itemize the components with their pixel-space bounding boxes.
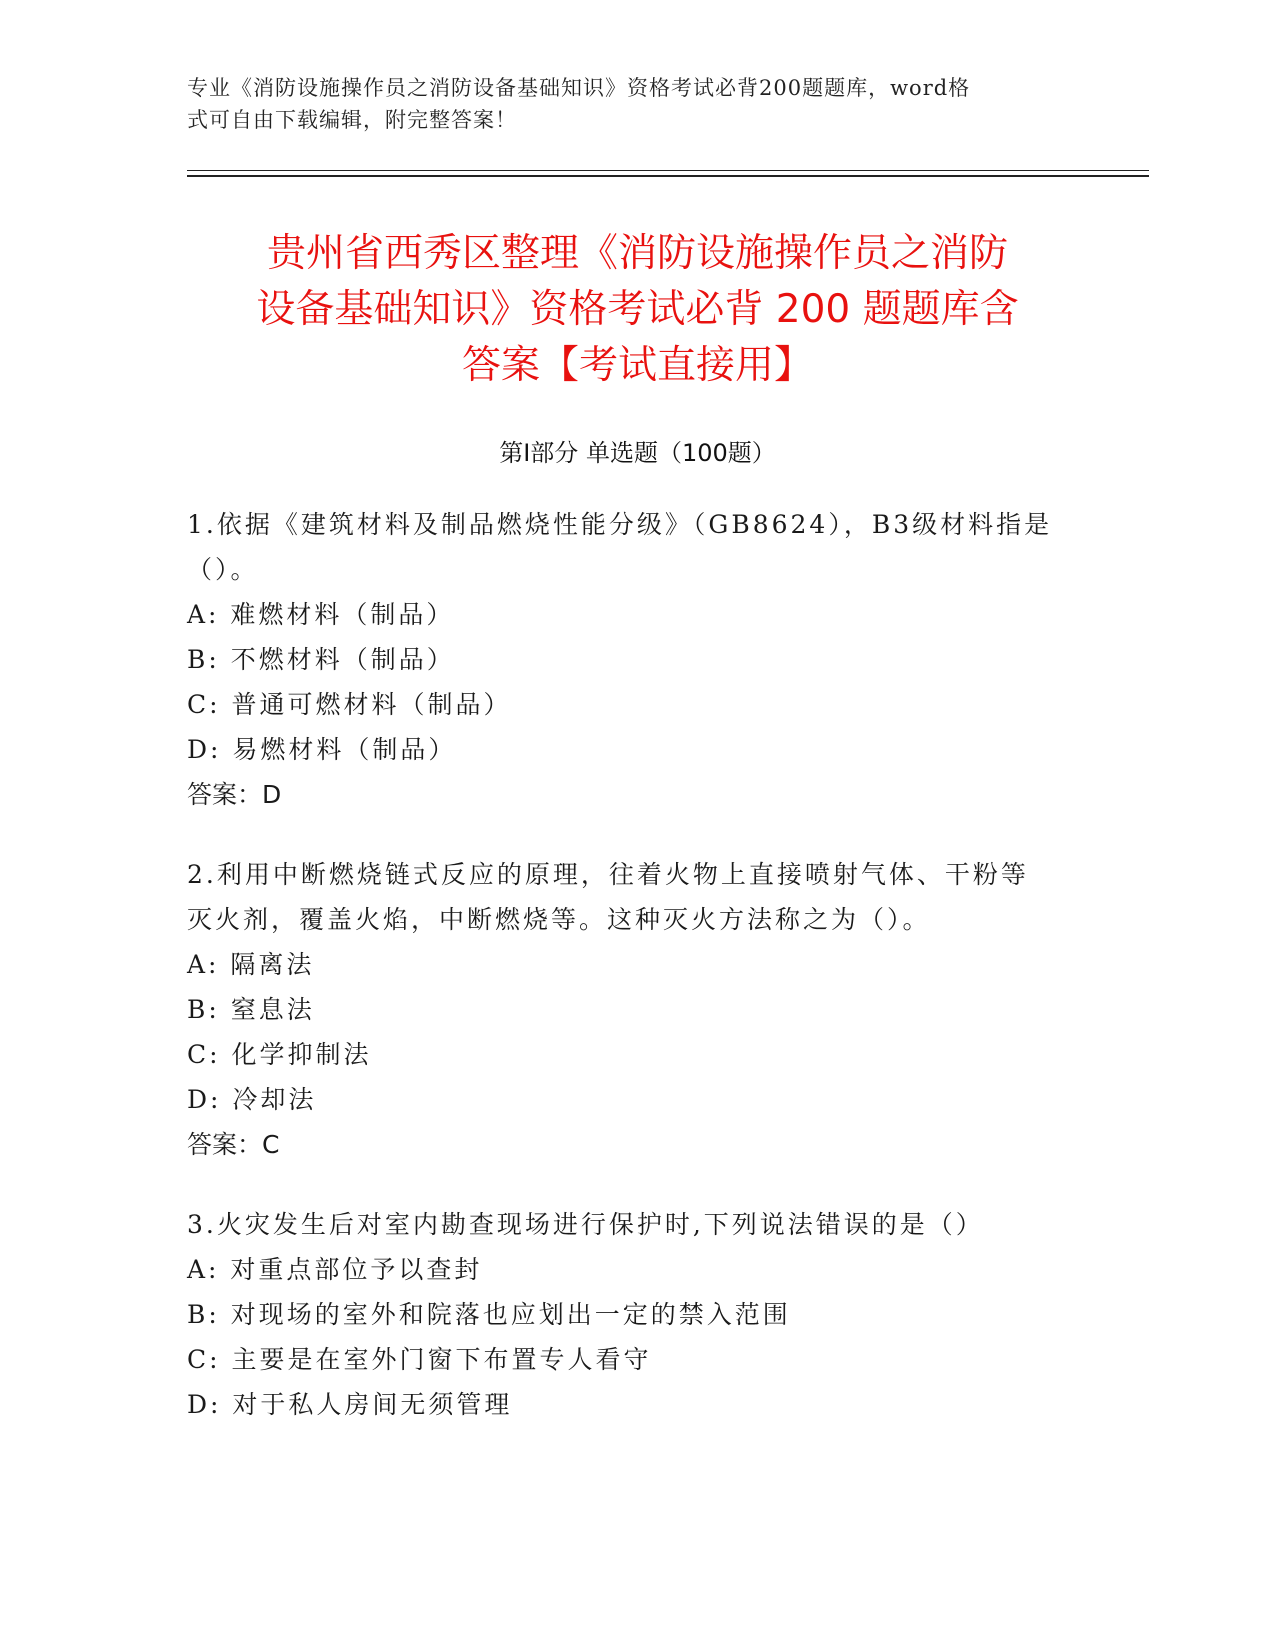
option-d: D: 对于私人房间无须管理 [187, 1390, 513, 1419]
question-stem: 3.火灾发生后对室内勘查现场进行保护时,下列说法错误的是（） [187, 1210, 984, 1239]
document-title-line-3: 答案【考试直接用】 [461, 343, 813, 388]
question-stem: 2.利用中断燃烧链式反应的原理，往着火物上直接喷射气体、干粉等 [187, 860, 1029, 889]
header-note-line-2: 式可自由下载编辑，附完整答案！ [187, 108, 517, 132]
option-d: D: 易燃材料（制品） [187, 735, 457, 764]
option-b: B: 窒息法 [187, 995, 315, 1024]
answer: 答案：D [187, 780, 282, 809]
header-divider-thick [187, 175, 1149, 177]
document-title-line-2: 设备基础知识》资格考试必背 200 题题库含 [256, 287, 1019, 332]
section-title: 第Ⅰ部分 单选题（100题） [499, 439, 776, 467]
question-2 [187, 852, 1067, 1167]
option-b: B: 对现场的室外和院落也应划出一定的禁入范围 [187, 1300, 791, 1329]
header-note-line-1: 专业《消防设施操作员之消防设备基础知识》资格考试必背200题题库，word格 [187, 76, 971, 100]
option-d: D: 冷却法 [187, 1085, 317, 1114]
question-1 [187, 502, 1067, 817]
option-b: B: 不燃材料（制品） [187, 645, 455, 674]
header-divider-thin [187, 170, 1149, 171]
document-title [150, 226, 1125, 394]
option-c: C: 化学抑制法 [187, 1040, 372, 1069]
document-title-line-1: 贵州省西秀区整理《消防设施操作员之消防 [266, 231, 1008, 276]
question-3 [187, 1202, 1067, 1427]
question-stem-continued: 灭火剂，覆盖火焰，中断燃烧等。这种灭火方法称之为（）。 [187, 905, 931, 934]
option-a: A: 对重点部位予以查封 [187, 1255, 483, 1284]
question-stem-continued: （）。 [187, 555, 259, 584]
option-a: A: 隔离法 [187, 950, 315, 979]
option-c: C: 普通可燃材料（制品） [187, 690, 512, 719]
option-c: C: 主要是在室外门窗下布置专人看守 [187, 1345, 652, 1374]
question-stem: 1.依据《建筑材料及制品燃烧性能分级》（GB8624），B3级材料指是 [187, 510, 1053, 539]
option-a: A: 难燃材料（制品） [187, 600, 455, 629]
header-note [187, 72, 1067, 136]
answer: 答案：C [187, 1130, 280, 1159]
